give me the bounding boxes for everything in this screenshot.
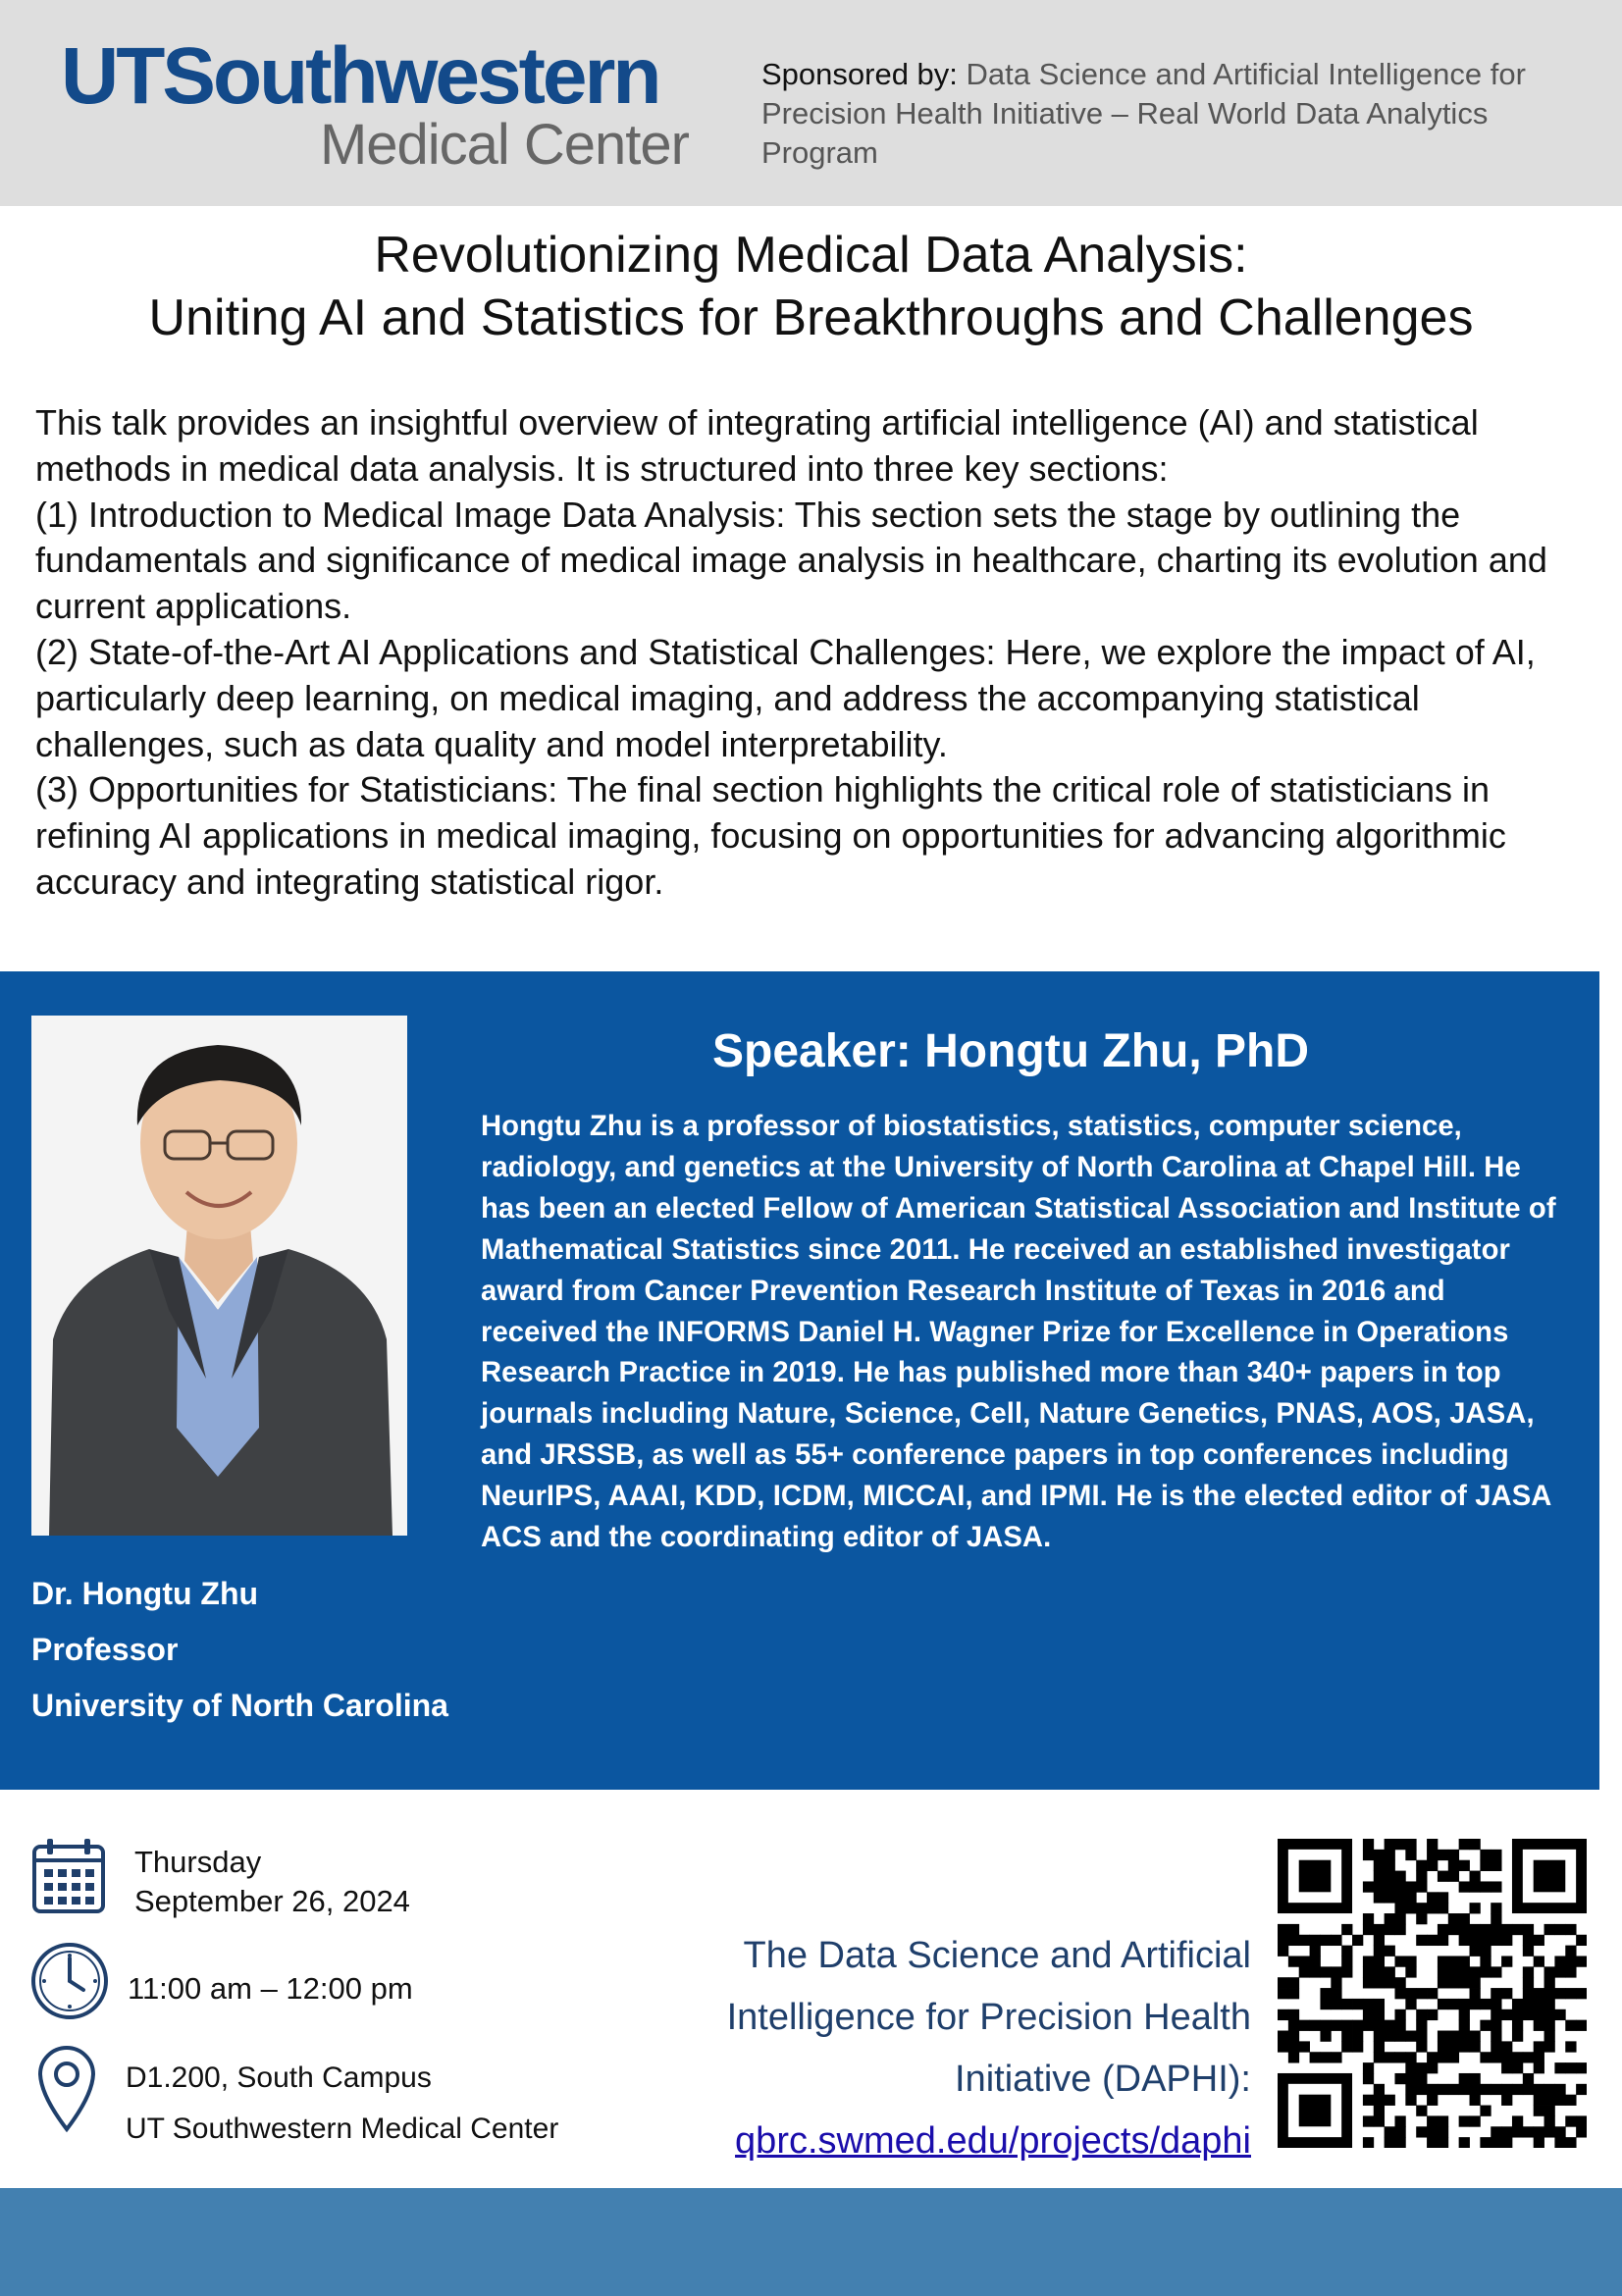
speaker-photo <box>31 1016 407 1536</box>
speaker-identity <box>31 1566 448 1734</box>
event-location <box>126 2053 558 2155</box>
abstract-section-3: (3) Opportunities for Statisticians: The final section highlights the critical role of statisticians in refining AI applications in medical imaging, focusing on opportunities for advancing algorithmic accuracy and integrating statistical rigor. <box>35 769 1506 902</box>
event-date <box>134 1843 410 1921</box>
sponsor-text <box>761 55 1566 173</box>
speaker-name: Dr. Hongtu Zhu <box>31 1576 259 1611</box>
abstract-section-2: (2) State-of-the-Art AI Applications and Statistical Challenges: Here, we explore the impact of AI, particularly deep learning, on medical imaging, and address the accompanying statistical challenges, such as data quality and model interpretability. <box>35 631 1536 764</box>
event-date-value: September 26, 2024 <box>134 1884 410 1918</box>
daphi-link[interactable]: qbrc.swmed.edu/projects/daphi <box>735 2120 1251 2162</box>
sponsor-name: Data Science and Artificial Intelligence for Precision Health Initiative – Real World Data Analytics Program <box>761 57 1526 170</box>
sponsor-label: Sponsored by: <box>761 57 958 91</box>
speaker-role: Professor <box>31 1632 179 1667</box>
talk-title-line1: Revolutionizing Medical Data Analysis: <box>374 227 1248 284</box>
logo-subtitle: Medical Center <box>319 113 689 177</box>
location-pin-icon <box>35 2043 98 2138</box>
event-venue: UT Southwestern Medical Center <box>126 2113 559 2145</box>
daphi-info <box>623 1925 1251 2172</box>
speaker-affiliation: University of North Carolina <box>31 1688 448 1723</box>
daphi-line1: The Data Science and Artificial <box>743 1935 1251 1976</box>
talk-title-line2: Uniting AI and Statistics for Breakthroughs and Challenges <box>148 289 1474 346</box>
talk-title <box>0 224 1622 349</box>
speaker-heading: Speaker: Hongtu Zhu, PhD <box>711 1025 1309 1077</box>
event-day: Thursday <box>134 1845 262 1879</box>
qr-code[interactable] <box>1278 1839 1587 2148</box>
speaker-bio: Hongtu Zhu is a professor of biostatistics, statistics, computer science, radiology, and genetics at the University of North Carolina at Chapel Hill. He has been an elected Fellow of American Statistical Association and Institute of Mathematical Statistics since 2011. He received an established investigator award from Cancer Prevention Research Institute of Texas in 2016 and received the INFORMS Daniel H. Wagner Prize for Excellence in Operations Research Practice in 2019. He has published more than 340+ papers in top journals including Nature, Science, Cell, Nature Genetics, PNAS, AOS, JASA, and JRSSB, as well as 55+ conference papers in top conferences including NeurIPS, AAAI, KDD, ICDM, MICCAI, and IPMI. He is the elected editor of JASA ACS and the coordinating editor of JASA. <box>481 1111 1556 1554</box>
header-band <box>0 0 1622 206</box>
event-time: 11:00 am – 12:00 pm <box>128 1971 413 2006</box>
daphi-line3: Initiative (DAPHI): <box>955 2059 1251 2100</box>
logo-wordmark: UTSouthwestern <box>61 31 659 121</box>
daphi-line2: Intelligence for Precision Health <box>726 1997 1251 2038</box>
clock-icon <box>29 1941 110 2026</box>
abstract-intro: This talk provides an insightful overview of integrating artificial intelligence (AI) and statistical methods in medical data analysis. It is structured into three key sections: <box>35 402 1479 489</box>
utsw-logo <box>61 31 689 177</box>
abstract-section-1: (1) Introduction to Medical Image Data Analysis: This section sets the stage by outlining the fundamentals and significance of medical image analysis in healthcare, charting its evolution and current applications. <box>35 494 1547 627</box>
footer-band <box>0 2188 1622 2296</box>
abstract <box>35 400 1605 906</box>
calendar-icon <box>31 1837 106 1920</box>
event-room: D1.200, South Campus <box>126 2061 432 2094</box>
